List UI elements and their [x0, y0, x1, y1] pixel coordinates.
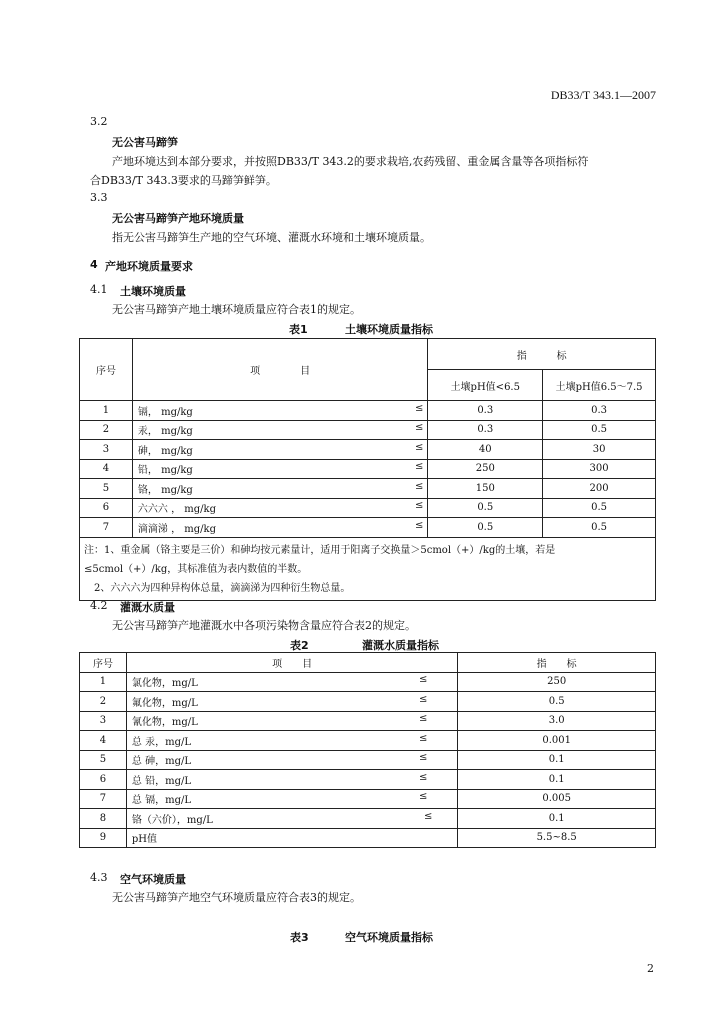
t1-row-op: ≤ [414, 461, 424, 473]
t2-row-item: 总 铅，mg/L [131, 775, 191, 787]
t2-row-no: 9 [80, 828, 127, 848]
t1-row-no: 1 [80, 401, 133, 421]
t2-row-no: 1 [80, 672, 127, 692]
t2-row-no: 8 [80, 809, 127, 829]
t1-row-v1: 0.5 [428, 498, 543, 518]
section-4-3-number: 4.3 [90, 871, 108, 884]
doc-code: DB33/T 343.1—2007 [550, 88, 656, 102]
t2-row-item: 总 砷，mg/L [131, 756, 191, 768]
t1-row-v1: 0.3 [428, 401, 543, 421]
t1-row-op: ≤ [414, 422, 424, 434]
t2-row-value: 0.005 [458, 789, 656, 809]
t2-row-op: ≤ [423, 810, 433, 822]
table-row [80, 750, 656, 770]
t1-row-v2: 0.5 [543, 420, 656, 440]
t1-row-v2: 300 [543, 459, 656, 479]
table-row [80, 401, 656, 421]
t2-row-no: 6 [80, 770, 127, 790]
t1-row-no: 2 [80, 420, 133, 440]
table-3-number: 表3 [290, 931, 309, 944]
t2-row-value: 5.5~8.5 [458, 828, 656, 848]
section-4-2-number: 4.2 [90, 599, 108, 612]
t2-row-no: 5 [80, 750, 127, 770]
table-row [80, 479, 656, 499]
t2-row-item: 总 汞，mg/L [131, 736, 191, 748]
section-3-2-definition-line2: 合DB33/T 343.3要求的马蹄笋鲜笋。 [90, 174, 277, 187]
t1-row-no: 3 [80, 440, 133, 460]
t2-row-item: 铬（六价），mg/L [131, 814, 213, 826]
t1-header-item: 项 目 [132, 339, 427, 401]
t1-row-v1: 0.3 [428, 420, 543, 440]
section-3-2-definition-line1: 产地环境达到本部分要求，并按照DB33/T 343.2的要求栽培,农药残留、重金属含量等各项指标符 [112, 155, 589, 168]
t1-row-op: ≤ [414, 500, 424, 512]
t1-header-ph-mid: 土壤pH值6.5～7.5 [543, 370, 656, 401]
t2-row-value: 3.0 [458, 711, 656, 731]
t1-row-v2: 30 [543, 440, 656, 460]
table-2-title: 灌溉水质量指标 [362, 639, 439, 652]
t1-row-no: 7 [80, 518, 133, 538]
t1-row-item: 镉， mg/kg [137, 406, 193, 418]
table-row [80, 692, 656, 712]
table-1-note [80, 537, 656, 600]
table-row [80, 809, 656, 829]
table-row [80, 711, 656, 731]
t1-row-item: 铬， mg/kg [137, 484, 193, 496]
t1-row-no: 5 [80, 479, 133, 499]
note-line-2: ≤5cmol（+）/kg，其标准值为表内数值的半数。 [84, 563, 308, 575]
t2-row-value: 250 [458, 672, 656, 692]
table-row [80, 789, 656, 809]
page-number: 2 [647, 962, 654, 975]
section-4-1-text: 无公害马蹄笋产地土壤环境质量应符合表1的规定。 [112, 303, 361, 316]
section-3-3-term: 无公害马蹄笋产地环境质量 [112, 212, 244, 225]
note-line-1: 注：1、重金属（铬主要是三价）和砷均按元素量计，适用于阳离子交换量＞5cmol（+）/kg的土壤，若是 [84, 544, 556, 556]
table-3-title: 空气环境质量指标 [345, 931, 433, 944]
t1-row-no: 4 [80, 459, 133, 479]
section-3-2-term: 无公害马蹄笋 [112, 136, 178, 149]
section-3-2-number: 3.2 [90, 115, 108, 128]
t2-header-seq: 序号 [80, 653, 127, 673]
section-4-1-title: 土壤环境质量 [120, 285, 186, 298]
t2-row-value: 0.5 [458, 692, 656, 712]
t2-row-no: 3 [80, 711, 127, 731]
t2-row-item: 氯化物，mg/L [131, 678, 198, 690]
note-line-3: 2、六六六为四种异构体总量，滴滴涕为四种衍生物总量。 [84, 582, 351, 594]
t2-row-op: ≤ [418, 693, 428, 705]
table-row [80, 518, 656, 538]
t2-row-no: 7 [80, 789, 127, 809]
t2-row-op: ≤ [418, 713, 428, 725]
section-4-2-text: 无公害马蹄笋产地灌溉水中各项污染物含量应符合表2的规定。 [112, 619, 416, 632]
irrigation-water-table [79, 652, 656, 848]
table-row [80, 731, 656, 751]
t1-row-v1: 0.5 [428, 518, 543, 538]
t1-header-index: 指 标 [428, 339, 656, 370]
table-row [80, 440, 656, 460]
t1-row-op: ≤ [414, 402, 424, 414]
t2-row-op: ≤ [418, 674, 428, 686]
t1-row-v2: 200 [543, 479, 656, 499]
t2-row-value: 0.1 [458, 770, 656, 790]
t2-row-value: 0.001 [458, 731, 656, 751]
t1-row-no: 6 [80, 498, 133, 518]
section-4-3-text: 无公害马蹄笋产地空气环境质量应符合表3的规定。 [112, 891, 361, 904]
table-1-title: 土壤环境质量指标 [345, 323, 433, 336]
t2-row-op: ≤ [418, 752, 428, 764]
t1-row-item: 汞， mg/kg [137, 426, 193, 438]
t1-row-v2: 0.3 [543, 401, 656, 421]
soil-quality-table [79, 338, 656, 601]
t2-row-no: 4 [80, 731, 127, 751]
table-row [80, 420, 656, 440]
t2-header-index: 指 标 [458, 653, 656, 673]
table-row [80, 770, 656, 790]
section-4-3-title: 空气环境质量 [120, 873, 186, 886]
t2-row-op: ≤ [418, 771, 428, 783]
table-row [80, 459, 656, 479]
section-3-3-number: 3.3 [90, 191, 108, 204]
t2-row-op: ≤ [418, 791, 428, 803]
t1-row-v2: 0.5 [543, 498, 656, 518]
t2-row-no: 2 [80, 692, 127, 712]
table-2-number: 表2 [290, 639, 309, 652]
t2-row-op: ≤ [418, 732, 428, 744]
t1-row-op: ≤ [414, 441, 424, 453]
section-4-title: 产地环境质量要求 [105, 260, 193, 273]
t1-row-op: ≤ [414, 480, 424, 492]
t2-row-item: 氰化物，mg/L [131, 717, 198, 729]
t1-row-item: 滴滴涕 ， mg/kg [137, 523, 216, 535]
t1-row-item: 铅， mg/kg [137, 465, 193, 477]
table-row [80, 828, 656, 848]
t2-row-value: 0.1 [458, 809, 656, 829]
t1-header-ph-low: 土壤pH值<6.5 [428, 370, 543, 401]
section-4-2-title: 灌溉水质量 [120, 601, 175, 614]
t1-row-op: ≤ [414, 519, 424, 531]
t1-row-item: 砷， mg/kg [137, 445, 193, 457]
t1-row-item: 六六六 ， mg/kg [137, 504, 216, 516]
table-1-number: 表1 [289, 323, 308, 336]
section-4-1-number: 4.1 [90, 283, 108, 296]
t1-row-v1: 40 [428, 440, 543, 460]
section-3-3-definition: 指无公害马蹄笋生产地的空气环境、灌溉水环境和土壤环境质量。 [112, 231, 431, 244]
t1-row-v2: 0.5 [543, 518, 656, 538]
section-4-number: 4 [90, 258, 98, 271]
t2-row-item: 氟化物，mg/L [131, 697, 198, 709]
table-row [80, 672, 656, 692]
t2-row-value: 0.1 [458, 750, 656, 770]
t1-header-seq: 序号 [80, 339, 133, 401]
t1-row-v1: 250 [428, 459, 543, 479]
t2-row-item: pH值 [131, 834, 158, 846]
t2-header-item: 项 目 [126, 653, 457, 673]
table-row [80, 498, 656, 518]
t1-row-v1: 150 [428, 479, 543, 499]
t2-row-item: 总 镉，mg/L [131, 795, 191, 807]
